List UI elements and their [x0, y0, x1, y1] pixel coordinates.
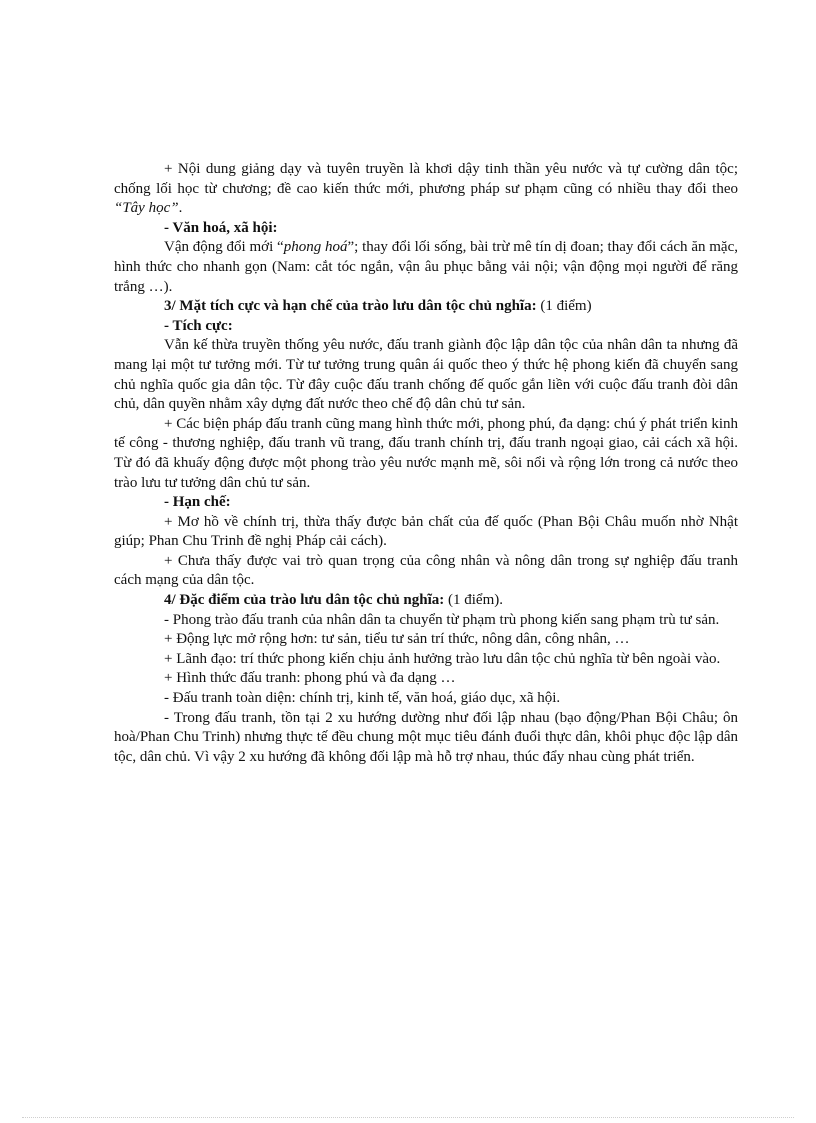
paragraph-positive-1: Vẫn kế thừa truyền thống yêu nước, đấu tranh giành độc lập dân tộc của nhân dân ta nhưng đã mang lại một tư tưởng mới. Từ tư tưởng trung quân ái quốc theo ý thức hệ phong kiến đã chuyển sang chủ nghĩa quốc gia dân tộc. Từ đây cuộc đấu tranh chống đế quốc gắn liền với cuộc đấu tranh đòi dân chủ, dân quyền nhằm xây dựng đất nước theo chế độ dân chủ tư sản.: [114, 337, 738, 413]
section-heading-4: 4/ Đặc điểm của trào lưu dân tộc chủ nghĩa: (1 điểm).: [164, 592, 503, 609]
paragraph-feature-1: - Phong trào đấu tranh của nhân dân ta chuyển từ phạm trù phong kiến sang phạm trù tư sản.: [164, 611, 720, 628]
paragraph-feature-4: + Hình thức đấu tranh: phong phú và đa dạng …: [164, 670, 456, 687]
paragraph-limitation-2: + Chưa thấy được vai trò quan trọng của công nhân và nông dân trong sự nghiệp đấu tranh cách mạng của dân tộc.: [114, 552, 738, 589]
paragraph-culture: Vận động đổi mới “phong hoá”; thay đổi lối sống, bài trừ mê tín dị đoan; thay đổi cách ăn mặc, hình thức cho nhanh gọn (Nam: cắt tóc ngắn, vận âu phục bằng vải nội; vận động mọi người để răng trắng …).: [114, 239, 739, 295]
section-heading-3: 3/ Mặt tích cực và hạn chế của trào lưu dân tộc chủ nghĩa: (1 điểm): [164, 298, 592, 315]
paragraph-education: + Nội dung giảng dạy và tuyên truyền là khơi dậy tinh thần yêu nước và tự cường dân tộc; chống lối học từ chương; đề cao kiến thức mới, phương pháp sư phạm cũng có nhiều thay đổi theo “Tây học”.: [114, 161, 738, 217]
emphasis-phong-hoa: phong hoá: [283, 239, 348, 256]
paragraph-feature-5: - Đấu tranh toàn diện: chính trị, kinh tế, văn hoá, giáo dục, xã hội.: [164, 690, 561, 707]
paragraph-positive-2: + Các biện pháp đấu tranh cũng mang hình thức mới, phong phú, đa dạng: chú ý phát triển kinh tế công - thương nghiệp, đấu tranh vũ trang, đấu tranh chính trị, đấu tranh ngoại giao, cải cách xã hội. Từ đó đã khuấy động được một phong trào yêu nước mạnh mẽ, sôi nổi và rộng lớn trong cả nước theo trào lưu tư tưởng dân chủ tư sản.: [114, 415, 738, 491]
heading-positive: - Tích cực:: [164, 317, 233, 334]
paragraph-feature-6: - Trong đấu tranh, tồn tại 2 xu hướng dường như đối lập nhau (bạo động/Phan Bội Châu; ôn hoà/Phan Chu Trinh) nhưng thực tế đều chung một mục tiêu đánh đuổi thực dân, khôi phục độc lập dân tộc, dân chủ. Vì vậy 2 xu hướng đã không đối lập mà hỗ trợ nhau, thúc đẩy nhau cùng phát triển.: [114, 709, 738, 765]
emphasis-tay-hoc: “Tây học”: [114, 200, 179, 217]
heading-limitations: - Hạn chế:: [164, 494, 231, 511]
paragraph-feature-3: + Lãnh đạo: trí thức phong kiến chịu ảnh hưởng trào lưu dân tộc chủ nghĩa từ bên ngoài vào.: [164, 650, 721, 667]
page-bottom-divider: [22, 1117, 794, 1118]
heading-culture-society: - Văn hoá, xã hội:: [164, 219, 278, 236]
document-page: [114, 160, 738, 767]
paragraph-limitation-1: + Mơ hồ về chính trị, thừa thấy được bản chất của đế quốc (Phan Bội Châu muốn nhờ Nhật giúp; Phan Chu Trinh đề nghị Pháp cải cách).: [114, 513, 738, 550]
paragraph-feature-2: + Động lực mở rộng hơn: tư sản, tiểu tư sản trí thức, nông dân, công nhân, …: [164, 631, 630, 648]
